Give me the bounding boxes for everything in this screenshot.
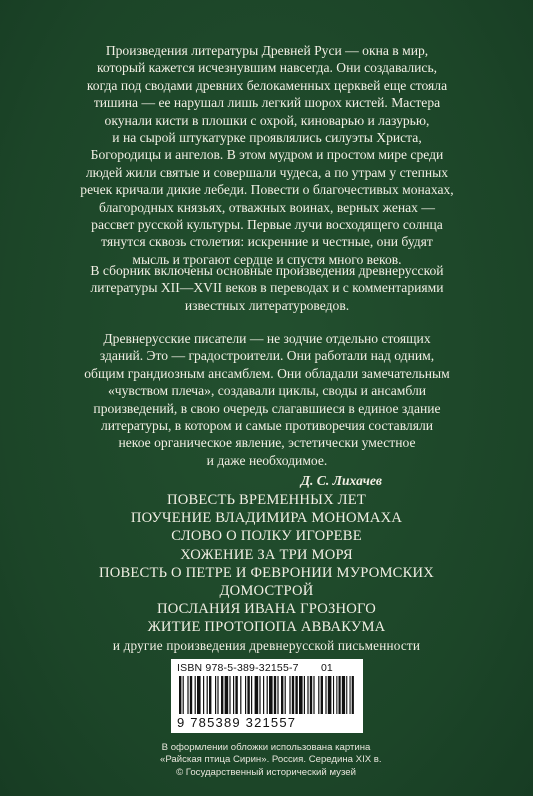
barcode-addon-bar <box>339 676 341 714</box>
quote-line: «чувством плеча», создавали циклы, своды и ансамбли <box>107 383 427 399</box>
annotation-line: который кажется исчезнувшим навсегда. Они создавались, <box>96 60 438 76</box>
barcode-bar <box>313 676 314 714</box>
barcode-bar <box>221 676 223 714</box>
barcode-bar <box>267 676 268 714</box>
annotation-paragraph <box>62 42 472 268</box>
likhachev-quote <box>62 330 472 490</box>
description-line: В сборник включены основные произведения древнерусской <box>90 263 444 278</box>
annotation-line: Богородицы и ангелов. В этом мудром и простом мире среди <box>90 147 444 163</box>
annotation-line: и на сырой штукатурке проявлялись силуэты Христа, <box>112 130 422 146</box>
barcode-bar <box>292 676 294 714</box>
annotation-line: мысль и трогают сердце и спустя много веков. <box>132 251 402 267</box>
cover-credits <box>160 742 382 779</box>
contents-footer: и другие произведения древнерусской письменности <box>112 637 421 653</box>
contents-title: ПОВЕСТЬ ВРЕМЕННЫХ ЛЕТ <box>167 492 366 508</box>
contents-list <box>40 491 493 655</box>
barcode-bar <box>277 676 278 714</box>
barcode-bar <box>233 676 234 714</box>
barcode-bar <box>179 676 181 714</box>
contents-title: ПОВЕСТЬ О ПЕТРЕ И ФЕВРОНИИ МУРОМСКИХ <box>99 564 434 581</box>
barcode-bar <box>251 676 252 714</box>
barcode-bar <box>225 676 229 714</box>
annotation-line: речек кричали дикие лебеди. Повести о благочестивых монахах, <box>80 182 454 198</box>
quote-line: некое органическое явление, эстетически уместное <box>118 435 416 451</box>
quote-line: Древнерусские писатели — не зодчие отдельно стоящих <box>103 331 431 346</box>
barcode-bar <box>274 676 276 714</box>
contents-title: СЛОВО О ПОЛКУ ИГОРЕВЕ <box>171 528 362 545</box>
description-line: литературы XII—XVII веков в переводах и с комментариями <box>90 280 444 296</box>
barcode-bar <box>215 676 216 714</box>
barcode-bar <box>321 676 323 714</box>
barcode-bar <box>289 676 290 714</box>
annotation-line: когда под сводами древних белокаменных церквей еще стояла <box>86 77 448 93</box>
barcode-addon-bar <box>350 676 351 714</box>
barcode-addon-bar <box>342 676 345 714</box>
barcode-bar <box>281 676 283 714</box>
annotation-line: людей жили святые и совершали чудеса, а по утрам у степных <box>85 164 449 180</box>
barcode-bar <box>187 676 188 714</box>
barcode-bar <box>299 676 303 714</box>
quote-line: общим грандиозным ансамблем. Они обладали замечательным <box>84 365 450 381</box>
contents-title: ДОМОСТРОЙ <box>219 583 314 600</box>
barcode-bar <box>318 676 319 714</box>
barcode-bar <box>240 676 241 714</box>
barcode-addon: 01 <box>321 662 333 674</box>
annotation-line: рассвет русской культуры. Первые лучи восходящего солнца <box>91 217 443 233</box>
barcode-bar <box>295 676 297 714</box>
barcode-bar <box>247 676 249 714</box>
description-line: известных литературоведов. <box>184 297 350 313</box>
barcode-bar <box>245 676 246 714</box>
barcode-digits: 9 785389 321557 <box>177 715 297 730</box>
barcode-bar <box>304 676 305 714</box>
contents-title: ПОУЧЕНИЕ ВЛАДИМИРА МОНОМАХА <box>130 510 403 527</box>
quote-line: литературы, в котором и самые противоречия составляли <box>100 418 434 434</box>
quote-line: зданий. Это — градостроители. Они работали над одним, <box>99 348 435 364</box>
barcode-bar <box>195 676 196 714</box>
barcode-bar <box>183 676 184 714</box>
annotation-line: окунали кисти в плошки с охрой, киноварью и лазурью, <box>104 112 430 128</box>
collection-description <box>62 262 472 314</box>
barcode-bar <box>209 676 211 714</box>
barcode-bar <box>207 676 208 714</box>
credits-line: «Райская птица Сирин». Россия. Середина XIX в. <box>160 754 382 766</box>
barcode-bar <box>263 676 264 714</box>
barcode-bar <box>328 676 332 714</box>
quote-line: и даже необходимое. <box>206 452 328 468</box>
barcode-bar <box>285 676 286 714</box>
barcode-bar <box>325 676 326 714</box>
barcode-bar <box>190 676 192 714</box>
annotation-line: тянутся сквозь столетия: искренние и честные, они будят <box>101 234 433 250</box>
barcode-bar <box>259 676 260 714</box>
credits-line: В оформлении обложки использована картина <box>161 742 371 753</box>
barcode-bar <box>269 676 273 714</box>
barcode-addon-bar <box>333 676 334 714</box>
contents-title: ЖИТИЕ ПРОТОПОПА АВВАКУМА <box>147 619 386 636</box>
isbn-barcode <box>171 659 363 733</box>
credits-line: © Государственный исторический музей <box>176 766 356 778</box>
barcode-bar <box>255 676 259 714</box>
barcode-bar <box>197 676 201 714</box>
barcode-addon-bar <box>336 676 337 714</box>
barcode-bar <box>307 676 308 714</box>
barcode-bar <box>217 676 218 714</box>
contents-title: ПОСЛАНИЯ ИВАНА ГРОЗНОГО <box>156 601 377 618</box>
barcode-bar <box>229 676 230 714</box>
quote-author: Д. С. Лихачев <box>300 473 382 489</box>
barcode-bar <box>310 676 312 714</box>
barcode-addon-bar <box>346 676 347 714</box>
annotation-line: благородных князьях, отважных воинах, верных женах — <box>99 199 435 215</box>
barcode-bar <box>203 676 204 714</box>
quote-line: произведений, в свою очередь слагавшиеся в единое здание <box>93 400 441 416</box>
annotation-line: тишина — ее нарушал лишь легкий шорох кистей. Мастера <box>93 95 441 111</box>
isbn-number: ISBN 978-5-389-32155-7 <box>177 662 299 674</box>
contents-title: ХОЖЕНИЕ ЗА ТРИ МОРЯ <box>180 546 353 563</box>
barcode-bars <box>179 676 355 716</box>
annotation-line: Произведения литературы Древней Руси — окна в мир, <box>105 43 429 58</box>
barcode-addon-bar <box>352 676 354 714</box>
barcode-bar <box>235 676 237 714</box>
